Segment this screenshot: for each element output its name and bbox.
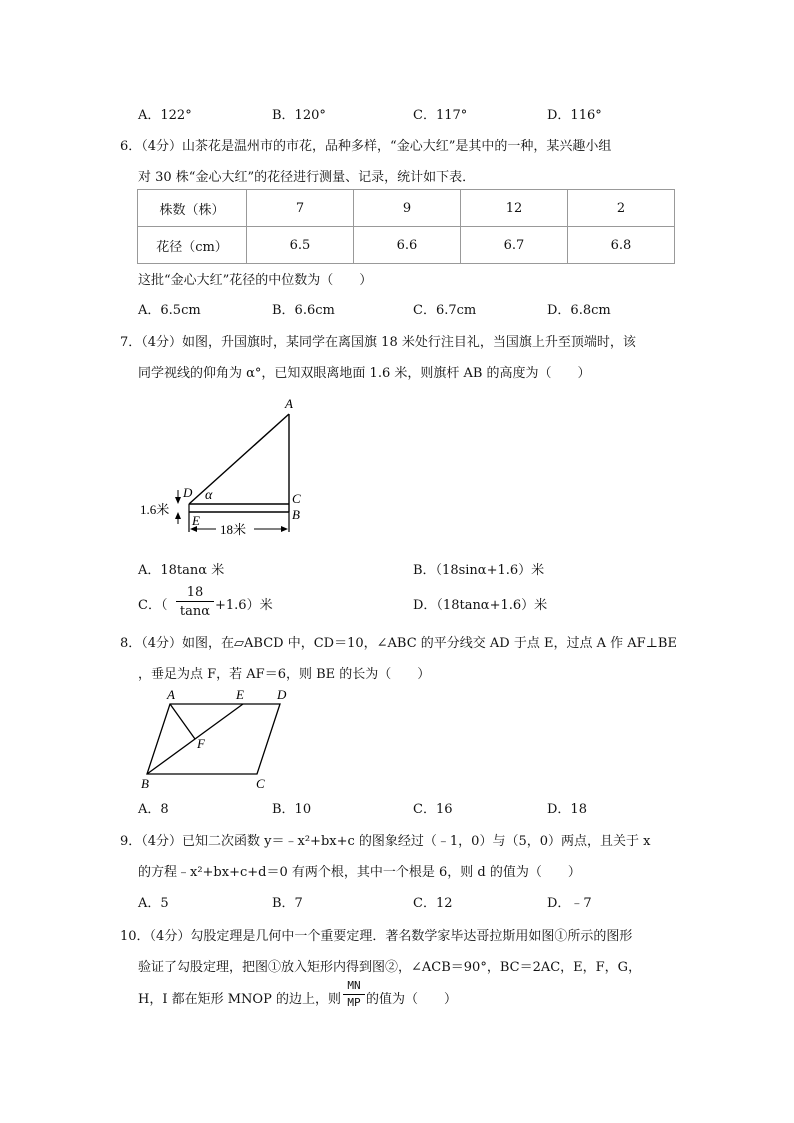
q10-stem-line3-suffix: 的值为（ ） (366, 992, 458, 1007)
table-header-cell: 株数（株） (138, 190, 247, 227)
q6-stem-line1: 6．（4分）山茶花是温州市的市花，品种多样，“金心大红”是其中的一种，某兴趣小组 (120, 139, 612, 154)
q8-stem-line2: ，垂足为点 F，若 AF＝6，则 BE 的长为（ ） (138, 667, 431, 682)
q7-option-a: A．18tanα 米 (138, 563, 225, 578)
perpendicular-af (170, 704, 195, 739)
q10-fraction-denominator: MP (347, 996, 361, 1009)
q6-option-b: B．6.6cm (272, 303, 335, 318)
q8-stem-line1: 8．（4分）如图，在▱ABCD 中，CD＝10，∠ABC 的平分线交 AD 于点 E，过点 A 作 AF⊥BE (120, 636, 677, 651)
q7-stem-line1: 7．（4分）如图，升国旗时，某同学在离国旗 18 米处行注目礼，当国旗上升至顶端时，该 (120, 335, 636, 350)
arrowhead-down (175, 497, 181, 504)
q9-stem-line1: 9．（4分）已知二次函数 y＝﹣x²+bx+c 的图象经过（﹣1，0）与（5，0）两点，且关于 x (120, 834, 651, 849)
q5-option-b: B．120° (272, 108, 326, 123)
q7-option-c-prefix: C．（ (138, 598, 168, 613)
label-e: E (192, 513, 200, 528)
label-b: B (141, 776, 149, 791)
label-alpha: α (205, 488, 213, 503)
q9-option-a: A．5 (138, 896, 169, 911)
label-distance: 18米 (220, 522, 247, 537)
table-row (138, 227, 675, 264)
label-a: A (285, 396, 293, 411)
q9-option-c: C．12 (413, 896, 453, 911)
parallelogram-figure (135, 684, 295, 794)
q5-option-c: C．117° (413, 108, 468, 123)
table-cell: 6.5 (247, 227, 354, 264)
label-height: 1.6米 (140, 502, 170, 517)
sightline (189, 414, 289, 504)
label-a: A (167, 687, 175, 702)
table-cell: 6.8 (568, 227, 675, 264)
table-cell: 2 (568, 190, 675, 227)
q9-option-b: B．7 (272, 896, 303, 911)
arrowhead-right (281, 526, 288, 532)
q10-stem-line1: 10．（4分）勾股定理是几何中一个重要定理．著名数学家毕达哥拉斯用如图①所示的图形 (120, 929, 633, 944)
q8-option-d: D．18 (547, 802, 587, 817)
q7-stem-line2: 同学视线的仰角为 α°，已知双眼离地面 1.6 米，则旗杆 AB 的高度为（ ） (138, 366, 591, 381)
table-cell: 9 (354, 190, 461, 227)
fraction-bar (176, 601, 214, 602)
q5-option-d: D．116° (547, 108, 602, 123)
q6-option-d: D．6.8cm (547, 303, 611, 318)
q6-stem-line3: 这批“金心大红”花径的中位数为（ ） (138, 273, 373, 288)
q10-stem-line3-prefix: H，I 都在矩形 MNOP 的边上，则 (138, 992, 341, 1007)
q8-option-b: B．10 (272, 802, 312, 817)
label-f: F (197, 736, 205, 751)
q7-option-c-denominator: tanα (179, 604, 211, 619)
q7-option-b: B．（18sinα+1.6）米 (413, 563, 545, 578)
q6-option-c: C．6.7cm (413, 303, 477, 318)
arrowhead-up (175, 512, 181, 519)
label-d: D (183, 485, 193, 500)
table-row (138, 190, 675, 227)
label-c: C (256, 776, 265, 791)
table-cell: 6.6 (354, 227, 461, 264)
q10-stem-line2: 验证了勾股定理，把图①放入矩形内得到图②，∠ACB＝90°，BC＝2AC，E，F，G， (138, 960, 642, 975)
q7-option-c-suffix: +1.6）米 (215, 598, 273, 613)
q10-fraction-numerator: MN (347, 979, 361, 992)
label-e: E (236, 687, 244, 702)
q8-option-a: A．8 (138, 802, 169, 817)
q5-option-a: A．122° (138, 108, 192, 123)
fraction-bar (343, 994, 365, 995)
label-b: B (292, 507, 300, 522)
q6-option-a: A．6.5cm (138, 303, 201, 318)
table-cell: 12 (461, 190, 568, 227)
table-header-cell: 花径（cm） (138, 227, 247, 264)
table-cell: 6.7 (461, 227, 568, 264)
q6-data-table (137, 189, 675, 264)
q8-option-c: C．16 (413, 802, 453, 817)
q6-stem-line2: 对 30 株“金心大红”的花径进行测量、记录，统计如下表． (138, 170, 476, 185)
label-c: C (292, 491, 301, 506)
q7-option-d: D．（18tanα+1.6）米 (413, 598, 548, 613)
parallelogram-abcd (147, 704, 280, 774)
q9-option-d: D．﹣7 (547, 896, 592, 911)
q7-option-c-numerator: 18 (186, 585, 204, 600)
label-d: D (277, 687, 287, 702)
table-cell: 7 (247, 190, 354, 227)
flagpole-figure (130, 392, 320, 542)
q9-stem-line2: 的方程﹣x²+bx+c+d＝0 有两个根，其中一个根是 6，则 d 的值为（ ） (138, 865, 581, 880)
